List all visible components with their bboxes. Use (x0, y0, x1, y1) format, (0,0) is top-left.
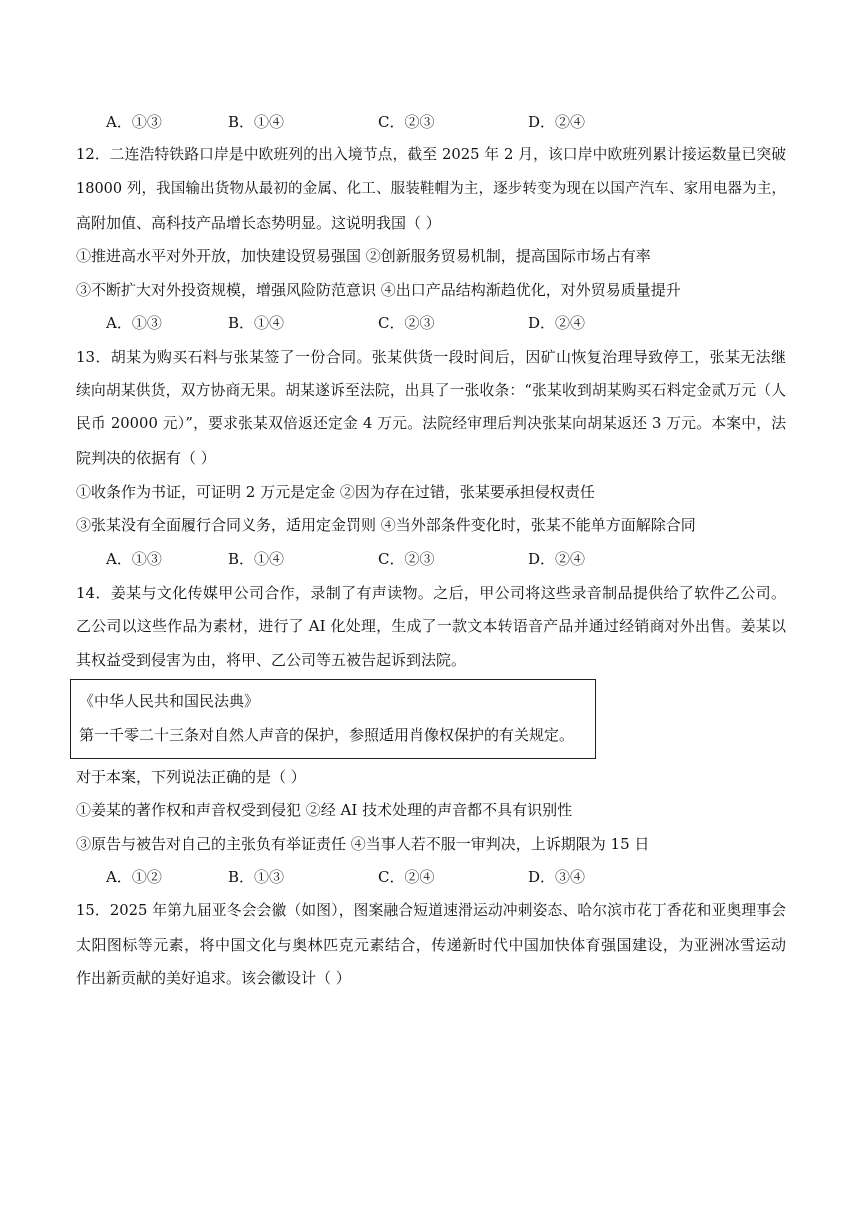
q13-stem-line-2: 续向胡某供货，双方协商无果。胡某遂诉至法院，出具了一张收条：“张某收到胡某购买石料定金贰万元（人 (76, 382, 786, 399)
q14-stem-line-1: 14．姜某与文化传媒甲公司合作，录制了有声读物。之后，甲公司将这些录音制品提供给了软件乙公司。 (76, 584, 786, 602)
q12-stem-line-1: 12．二连浩特铁路口岸是中欧班列的出入境节点，截至 2025 年 2 月，该口岸中欧班列累计接运数量已突破 (76, 146, 786, 163)
q11-option-d[interactable]: D．②④ (528, 113, 586, 131)
q13-option-d[interactable]: D．②④ (528, 550, 586, 568)
civil-code-excerpt-box (70, 679, 596, 759)
q11-option-c[interactable]: C．②③ (378, 113, 435, 131)
q14-choices-line-1: ①姜某的著作权和声音权受到侵犯 ②经 AI 技术处理的声音都不具有识别性 (76, 801, 573, 819)
q14-option-d[interactable]: D．③④ (528, 868, 586, 886)
q14-choices-line-2: ③原告与被告对自己的主张负有举证责任 ④当事人若不服一审判决，上诉期限为 15 日 (76, 835, 650, 853)
q15-stem-line-2: 太阳图标等元素，将中国文化与奥林匹克元素结合，传递新时代中国加快体育强国建设，为亚洲冰雪运动 (76, 936, 786, 954)
q15-stem-line-3: 作出新贡献的美好追求。该会徽设计（ ） (76, 969, 351, 987)
q12-option-a[interactable]: A．①③ (106, 314, 162, 332)
q14-stem-line-2: 乙公司以这些作品为素材，进行了 AI 化处理，生成了一款文本转语音产品并通过经销商对外出售。姜某以 (76, 617, 786, 635)
q13-stem-line-4: 院判决的依据有（ ） (76, 449, 216, 467)
q14-option-c[interactable]: C．②④ (378, 868, 435, 886)
q11-option-a[interactable]: A．①③ (106, 113, 162, 131)
q15-stem-line-1: 15．2025 年第九届亚冬会会徽（如图），图案融合短道速滑运动冲刺姿态、哈尔滨市花丁香花和亚奥理事会 (76, 902, 786, 919)
q14-question: 对于本案，下列说法正确的是（ ） (76, 768, 306, 786)
q12-option-c[interactable]: C．②③ (378, 314, 435, 332)
q12-stem-line-2: 18000 列，我国输出货物从最初的金属、化工、服装鞋帽为主，逐步转变为现在以国产汽车、家用电器为主， (76, 181, 786, 197)
civil-code-article: 第一千零二十三条对自然人声音的保护，参照适用肖像权保护的有关规定。 (79, 726, 575, 744)
q13-option-b[interactable]: B．①④ (228, 550, 285, 568)
q14-option-b[interactable]: B．①③ (228, 868, 285, 886)
q13-stem-line-3: 民币 20000 元）”，要求张某双倍返还定金 4 万元。法院经审理后判决张某向胡某返还 3 万元。本案中，法 (76, 415, 786, 432)
civil-code-title: 《中华人民共和国民法典》 (79, 692, 260, 710)
q12-choices-line-2: ③不断扩大对外投资规模，增强风险防范意识 ④出口产品结构渐趋优化，对外贸易质量提升 (76, 281, 681, 299)
q13-option-a[interactable]: A．①③ (106, 550, 162, 568)
q12-choices-line-1: ①推进高水平对外开放，加快建设贸易强国 ②创新服务贸易机制，提高国际市场占有率 (76, 247, 651, 265)
q13-choices-line-2: ③张某没有全面履行合同义务，适用定金罚则 ④当外部条件变化时，张某不能单方面解除合同 (76, 516, 696, 534)
q11-option-b[interactable]: B．①④ (228, 113, 285, 131)
q12-option-b[interactable]: B．①④ (228, 314, 285, 332)
q12-stem-line-3: 高附加值、高科技产品增长态势明显。这说明我国（ ） (76, 214, 441, 232)
q13-option-c[interactable]: C．②③ (378, 550, 435, 568)
q13-choices-line-1: ①收条作为书证，可证明 2 万元是定金 ②因为存在过错，张某要承担侵权责任 (76, 483, 595, 501)
q13-stem-line-1: 13．胡某为购买石料与张某签了一份合同。张某供货一段时间后，因矿山恢复治理导致停工，张某无法继 (76, 348, 786, 366)
q14-option-a[interactable]: A．①② (106, 868, 162, 886)
q12-option-d[interactable]: D．②④ (528, 314, 586, 332)
q14-stem-line-3: 其权益受到侵害为由，将甲、乙公司等五被告起诉到法院。 (76, 651, 467, 669)
